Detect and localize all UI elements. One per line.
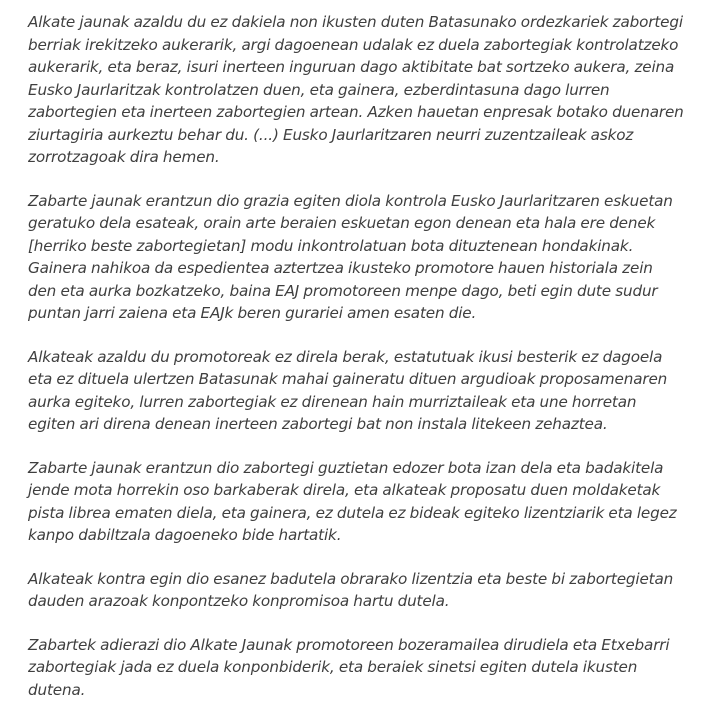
paragraph-line: Eusko Jaurlaritzak kontrolatzen duen, eta gainera, ezberdintasuna dago lurren [28,80,610,99]
paragraph-line: Alkateak kontra egin dio esanez badutela obrarako lizentzia eta beste bi zabortegietan [28,569,674,588]
paragraph-line: Alkateak azaldu du promotoreak ez direla berak, estatutuak ikusi besterik ez dagoela [28,347,663,366]
paragraph-2 [28,190,688,325]
paragraph-line: kanpo dabiltzala dagoeneko bide hartatik. [28,526,342,544]
paragraph-5 [28,568,688,613]
paragraph-line: Zabartek adierazi dio Alkate Jaunak promotoreen bozeramailea dirudiela eta Etxebarri [28,635,670,654]
paragraph-line: Gainera nahikoa da espedientea aztertzea ikusteko promotore hauen historiala zein [28,259,653,277]
paragraph-4 [28,457,688,547]
paragraph-line: Alkate jaunak azaldu du ez dakiela non ikusten duten Batasunako ordezkariek zabortegi [28,13,683,31]
paragraph-line: ziurtagiria aurkeztu behar du. (...) Eusko Jaurlaritzaren neurri zuzentzaileak askoz [28,125,634,144]
paragraph-3 [28,346,688,436]
paragraph-line: zabortegien eta inerteen zabortegien artean. Azken hauetan enpresak botako duenaren [28,103,684,121]
paragraph-line: jende mota horrekin oso barkaberak direla, eta alkateak proposatu duen moldaketak [28,481,661,499]
paragraph-line: puntan jarri zaiena eta EAJk beren gurariei amen esaten die. [28,304,477,322]
paragraph-line: berriak irekitzeko aukerarik, argi dagoenean udalak ez duela zabortegiak kontrolatzeko [28,35,679,54]
paragraph-line: pista librea ematen diela, eta gainera, ez dutela ez bideak egiteko lizentziarik eta legez [28,503,677,522]
paragraph-line: dauden arazoak konpontzeko konpromisoa hartu dutela. [28,592,450,610]
paragraph-line: Zabarte jaunak erantzun dio zabortegi guztietan edozer bota izan dela eta badakitela [28,458,664,477]
paragraph-line: dutena. [28,680,86,699]
paragraph-line: zabortegiak jada ez duela konponbiderik, eta beraiek sinetsi egiten dutela ikusten [28,658,638,676]
paragraph-line: zorrotzagoak dira hemen. [28,148,220,166]
paragraph-line: [herriko beste zabortegietan] modu inkontrolatuan bota dituztenean hondakinak. [28,236,634,255]
paragraph-1 [28,11,688,169]
paragraph-line: Zabarte jaunak erantzun dio grazia egiten diola kontrola Eusko Jaurlaritzaren eskuetan [28,191,673,210]
paragraph-6 [28,634,688,702]
paragraph-line: aukerarik, eta beraz, isuri inerteen inguruan dago aktibitate bat sortzeko aukera, zeina [28,58,675,76]
paragraph-line: aurka egiteko, lurren zabortegiak ez direnean hain murriztaileak eta une horretan [28,392,637,411]
paragraph-line: den eta aurka bozkatzeko, baina EAJ promotoreen menpe dago, beti egin dute sudur [28,281,658,300]
paragraph-line: egiten ari direna denean inerteen zabortegi bat non instala litekeen zehaztea. [28,415,608,433]
paragraph-line: geratuko dela esateak, orain arte beraien eskuetan egon denean eta hala ere denek [28,214,656,232]
paragraph-line: eta ez dituela ulertzen Batasunak mahai gaineratu dituen argudioak proposamenaren [28,370,668,388]
